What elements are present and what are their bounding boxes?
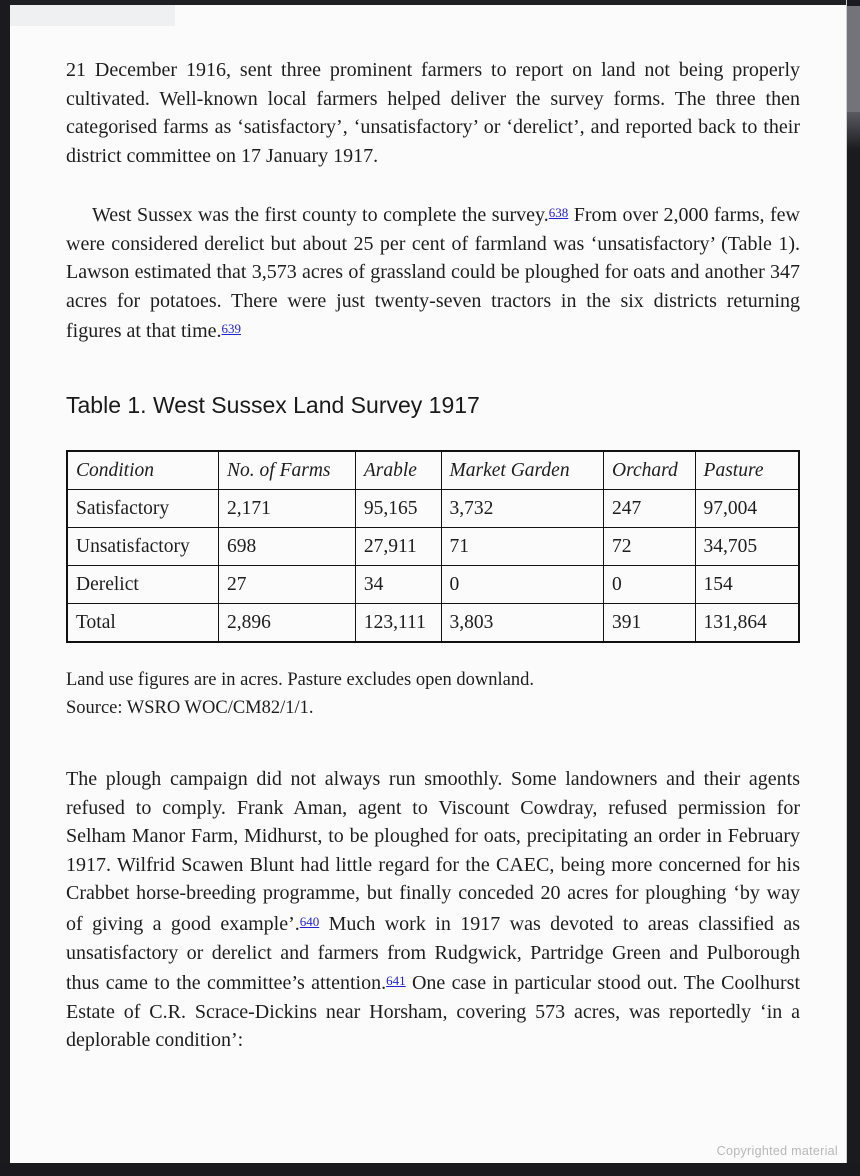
table-cell: Satisfactory: [67, 490, 219, 528]
table-header-cell: Arable: [355, 451, 441, 490]
table-cell: 123,111: [355, 604, 441, 643]
page-right-edge: [846, 0, 860, 1176]
footnote-link-641[interactable]: 641: [386, 973, 406, 989]
page-left-edge: [0, 0, 10, 1176]
table-header-cell: Pasture: [695, 451, 799, 490]
table-cell: 71: [441, 528, 604, 566]
next-page-peek-strip: [0, 1163, 860, 1176]
table-row: [67, 566, 799, 604]
footnote-link-640[interactable]: 640: [299, 913, 320, 929]
paragraph-plough-campaign: The plough campaign did not always run smoothly. Some landowners and their agents refused to comply. Frank Aman, agent to Viscount Cowdray, refused permission for Selham Manor Farm, Midhurst, to be ploughed for oats, precipitating an order in February 1917. Wilfrid Scawen Blunt had little regard for the CAEC, being more concerned for his Crabbet horse-breeding programme, but finally conceded 20 acres for ploughing ‘by way of giving a good example’.$^{640}$ Much work in 1917 was devoted to areas classified as unsatisfactory or derelict and farmers from Rudgwick, Partridge Green and Pulborough thus came to the committee’s attention.$^{641}$ One case in particular stood out. The Coolhurst Estate of C.R. Scrace-Dickins near Horsham, covering 573 acres, was reportedly ‘in a deplorable condition’:: [66, 768, 800, 1052]
page-top-edge: [0, 0, 860, 5]
page-edge-shading: [10, 5, 175, 26]
table-cell: 34,705: [695, 528, 799, 566]
table-body: [67, 490, 799, 643]
table-row: [67, 528, 799, 566]
table-notes: [66, 666, 800, 722]
table-cell: 95,165: [355, 490, 441, 528]
table-cell: 131,864: [695, 604, 799, 643]
table-row: [67, 490, 799, 528]
table-note-units: Land use figures are in acres. Pasture excludes open downland.: [66, 670, 534, 690]
table-cell: 3,803: [441, 604, 604, 643]
table-note-source: Source: WSRO WOC/CM82/1/1.: [66, 698, 314, 718]
table-cell: 27: [219, 566, 356, 604]
footnote-link-638[interactable]: 638: [548, 205, 569, 220]
table-cell: Total: [67, 604, 219, 643]
table-title: Table 1. West Sussex Land Survey 1917: [66, 392, 480, 418]
table-cell: 247: [604, 490, 696, 528]
table-cell: 2,896: [219, 604, 356, 643]
table-header-row: [67, 451, 799, 490]
table-cell: 0: [604, 566, 696, 604]
table-cell: 154: [695, 566, 799, 604]
table-cell: 3,732: [441, 490, 604, 528]
land-survey-table: [66, 450, 800, 643]
paragraph-west-sussex-survey: West Sussex was the first county to complete the survey.$^{638}$ From over 2,000 farms, few were considered derelict but about 25 per cent of farmland was ‘unsatisfactory’ (Table 1). Lawson estimated that 3,573 acres of grassland could be ploughed for oats and another 347 acres for potatoes. There were just twenty-seven tractors in the six districts returning figures at that time.$^{639}$: [66, 204, 800, 343]
table-cell: 34: [355, 566, 441, 604]
table-header: [67, 451, 799, 490]
table-cell: Unsatisfactory: [67, 528, 219, 566]
table-header-cell: No. of Farms: [219, 451, 356, 490]
table-cell: 0: [441, 566, 604, 604]
table-cell: Derelict: [67, 566, 219, 604]
scrollbar-thumb-fade: [847, 112, 860, 150]
table-cell: 698: [219, 528, 356, 566]
copyright-watermark: Copyrighted material: [716, 1144, 838, 1158]
footnote-link-639[interactable]: 639: [221, 321, 242, 337]
scrollbar-thumb[interactable]: [847, 6, 860, 112]
table-cell: 97,004: [695, 490, 799, 528]
paragraph-survey-intro: 21 December 1916, sent three prominent farmers to report on land not being properly cultivated. Well-known local farmers helped deliver the survey forms. The three then categorised farms as ‘satisfactory’, ‘unsatisfactory’ or ‘derelict’, and reported back to their district committee on 17 January 1917.: [66, 59, 800, 167]
table-cell: 27,911: [355, 528, 441, 566]
table-cell: 391: [604, 604, 696, 643]
table-cell: 2,171: [219, 490, 356, 528]
table-cell: 72: [604, 528, 696, 566]
table-header-cell: Orchard: [604, 451, 696, 490]
table-header-cell: Market Garden: [441, 451, 604, 490]
table-header-cell: Condition: [67, 451, 219, 490]
table-row: [67, 604, 799, 643]
